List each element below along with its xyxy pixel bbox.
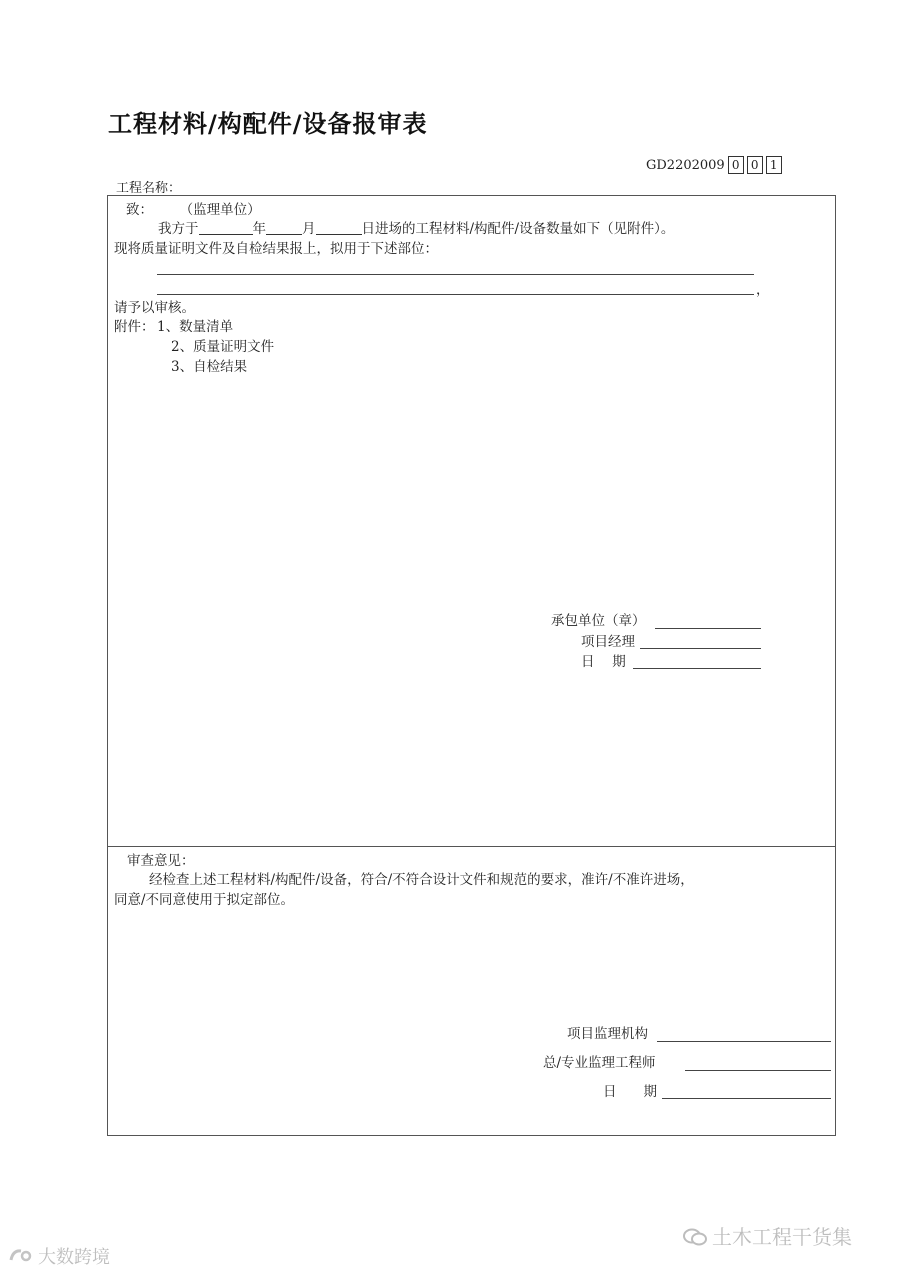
contractor-label: 承包单位（章）	[551, 613, 646, 629]
engineer-blank[interactable]	[685, 1070, 831, 1071]
watermark-right-text: 土木工程干货集	[712, 1225, 852, 1249]
attachments-label: 附件：	[114, 319, 155, 335]
lower-date-label: 日 期	[603, 1084, 657, 1100]
supervision-org-label: 项目监理机构	[567, 1026, 648, 1042]
year-label: 年	[252, 221, 266, 237]
attachment-item-3: 3、自检结果	[171, 359, 248, 375]
opinion-line-2: 同意/不同意使用于拟定部位。	[114, 892, 295, 908]
manager-label: 项目经理	[581, 634, 635, 650]
attachment-item-1: 1、数量清单	[157, 319, 234, 335]
year-blank[interactable]	[199, 220, 253, 235]
brand-logo-icon	[8, 1246, 34, 1266]
month-label: 月	[302, 221, 316, 237]
contractor-blank[interactable]	[655, 628, 761, 629]
attachment-item-2: 2、质量证明文件	[171, 339, 275, 355]
to-label: 致：	[126, 202, 153, 218]
opinion-label: 审查意见：	[127, 853, 195, 869]
entry-date-line	[158, 219, 674, 239]
to-line	[126, 200, 261, 220]
project-name-label: 工程名称：	[116, 181, 182, 196]
form-title: 工程材料/构配件/设备报审表	[108, 110, 428, 138]
manager-blank[interactable]	[640, 648, 761, 649]
form-code-digit-1: 0	[728, 156, 744, 174]
opinion-line-1: 经检查上述工程材料/构配件/设备，符合/不符合设计文件和规范的要求，准许/不准许进场，	[149, 872, 694, 888]
upper-date-blank[interactable]	[633, 668, 761, 669]
section-divider	[107, 846, 836, 847]
lower-date-blank[interactable]	[662, 1098, 831, 1099]
day-blank[interactable]	[316, 220, 362, 235]
location-line-2[interactable]	[157, 294, 754, 295]
form-code	[646, 156, 782, 174]
watermark-left	[8, 1243, 110, 1269]
supervision-org-blank[interactable]	[657, 1041, 831, 1042]
form-code-prefix: GD2202009	[646, 157, 725, 173]
location-line-1[interactable]	[157, 274, 754, 275]
engineer-label: 总/专业监理工程师	[543, 1055, 656, 1071]
month-blank[interactable]	[266, 220, 302, 235]
entry-text-a: 我方于	[158, 221, 199, 237]
wechat-icon	[682, 1227, 708, 1247]
location-comma: ，	[756, 282, 770, 298]
form-code-digit-2: 0	[747, 156, 763, 174]
request-text: 请予以审核。	[114, 300, 195, 316]
to-unit: （监理单位）	[179, 202, 261, 218]
submission-line: 现将质量证明文件及自检结果报上，拟用于下述部位：	[114, 241, 438, 257]
entry-text-b: 日进场的工程材料/构配件/设备数量如下（见附件）。	[361, 221, 675, 237]
watermark-left-text: 大数跨境	[38, 1247, 110, 1268]
form-code-digit-3: 1	[766, 156, 782, 174]
upper-date-label: 日 期	[581, 654, 626, 670]
watermark-right	[682, 1221, 852, 1250]
